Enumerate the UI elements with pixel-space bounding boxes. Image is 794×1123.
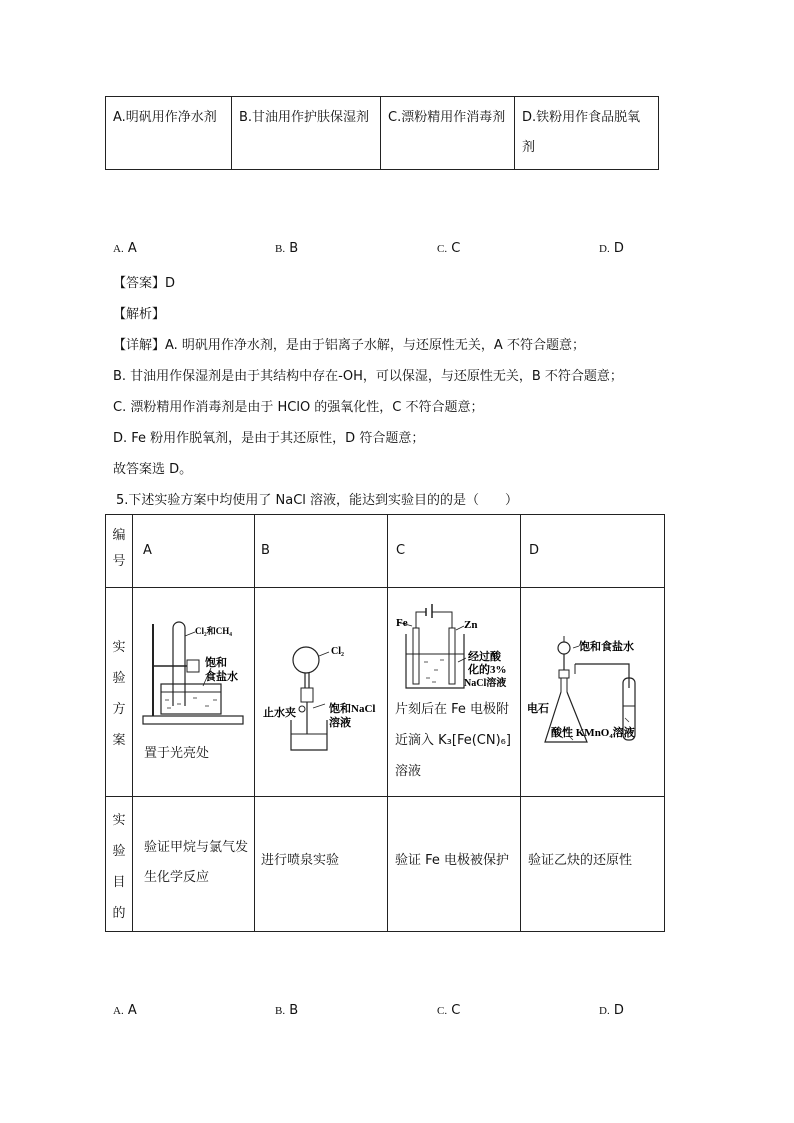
answer-line: 【答案】D xyxy=(113,276,176,291)
choice-a[interactable]: A. A xyxy=(113,1003,137,1018)
scheme-b-diagram xyxy=(255,588,387,768)
scheme-b-cell xyxy=(255,588,388,797)
q4-option-cell-a xyxy=(106,97,232,170)
choice-d[interactable]: D. D xyxy=(599,1003,624,1018)
label: Zn xyxy=(464,619,478,631)
label: 止水夹 xyxy=(263,707,296,719)
col-header-d xyxy=(521,515,665,588)
q4-option-text: B.甘油用作护肤保湿剂 xyxy=(239,110,370,125)
q4-option-text: A.明矾用作净水剂 xyxy=(113,110,217,125)
q4-option-text: C.漂粉精用作消毒剂 xyxy=(388,110,506,125)
purpose-b-cell xyxy=(255,797,388,932)
label: NaCl溶液 xyxy=(464,678,507,689)
row-header-number xyxy=(106,515,133,588)
purpose-c-cell xyxy=(388,797,521,932)
row-header-purpose xyxy=(106,797,133,932)
choice-d[interactable]: D. D xyxy=(599,241,624,256)
col-label: C xyxy=(396,543,406,558)
purpose-a-cell xyxy=(133,797,255,932)
label: 化的3% xyxy=(468,664,507,676)
scheme-a-cell xyxy=(133,588,255,797)
row-header-text: 编号 xyxy=(112,528,126,569)
choice-a[interactable]: A. A xyxy=(113,241,137,256)
label: 食盐水 xyxy=(205,671,238,683)
label: 溶液 xyxy=(329,717,351,729)
scheme-c-caption: 片刻后在 Fe 电极附近滴入 K₃[Fe(CN)₆]溶液 xyxy=(395,702,511,779)
col-label: B xyxy=(261,543,270,558)
col-header-a xyxy=(133,515,255,588)
row-header-text: 实验方案 xyxy=(112,640,126,748)
q5-stem: 5.下述实验方案中均使用了 NaCl 溶液，能达到实验目的的是（ ） xyxy=(116,493,519,508)
analysis-line: D. Fe 粉用作脱氧剂，是由于其还原性，D 符合题意； xyxy=(113,431,425,446)
choice-b[interactable]: B. B xyxy=(275,1003,299,1018)
row-header-text: 实验目的 xyxy=(112,813,126,921)
q4-option-text: D.铁粉用作食品脱氧剂 xyxy=(522,110,641,155)
scheme-a-caption: 置于光亮处 xyxy=(144,746,210,761)
q5-table xyxy=(105,514,665,932)
q4-options-table xyxy=(105,96,659,170)
col-label: D xyxy=(529,543,540,558)
analysis-line: 故答案选 D。 xyxy=(113,462,193,477)
purpose-text: 验证甲烷与氯气发生化学反应 xyxy=(144,840,249,885)
label: Cl₂和CH₄ xyxy=(195,626,232,636)
analysis-line: B. 甘油用作保湿剂是由于其结构中存在-OH，可以保湿，与还原性无关，B 不符合题意； xyxy=(113,369,623,384)
col-header-c xyxy=(388,515,521,588)
q4-option-cell-d xyxy=(515,97,659,170)
purpose-d-cell xyxy=(521,797,665,932)
q4-option-cell-b xyxy=(232,97,381,170)
choice-c[interactable]: C. C xyxy=(437,1003,461,1018)
label: Fe xyxy=(396,617,408,629)
label: 电石 xyxy=(527,703,549,715)
q4-option-cell-c xyxy=(381,97,515,170)
scheme-a-diagram xyxy=(133,588,253,738)
col-header-b xyxy=(255,515,388,588)
analysis-line: C. 漂粉精用作消毒剂是由于 HClO 的强氧化性，C 不符合题意； xyxy=(113,400,484,415)
label: 经过酸 xyxy=(468,651,501,663)
purpose-text: 进行喷泉实验 xyxy=(261,853,340,868)
row-header-scheme xyxy=(106,588,133,797)
purpose-text: 验证乙炔的还原性 xyxy=(528,853,633,868)
label: 饱和食盐水 xyxy=(579,641,634,653)
col-label: A xyxy=(143,543,152,558)
label: Cl₂ xyxy=(331,646,344,657)
label: 饱和 xyxy=(205,657,227,669)
scheme-c-cell xyxy=(388,588,521,797)
analysis-label: 【解析】 xyxy=(113,307,166,322)
choice-b[interactable]: B. B xyxy=(275,241,299,256)
label: 酸性 KMnO₄溶液 xyxy=(551,727,635,739)
purpose-text: 验证 Fe 电极被保护 xyxy=(395,853,510,868)
choice-c[interactable]: C. C xyxy=(437,241,461,256)
scheme-d-cell xyxy=(521,588,665,797)
label: 饱和NaCl xyxy=(329,703,376,715)
scheme-c-diagram xyxy=(388,588,520,692)
analysis-line: 【详解】A. 明矾用作净水剂，是由于铝离子水解，与还原性无关，A 不符合题意； xyxy=(113,338,585,353)
scheme-d-diagram xyxy=(521,588,651,758)
